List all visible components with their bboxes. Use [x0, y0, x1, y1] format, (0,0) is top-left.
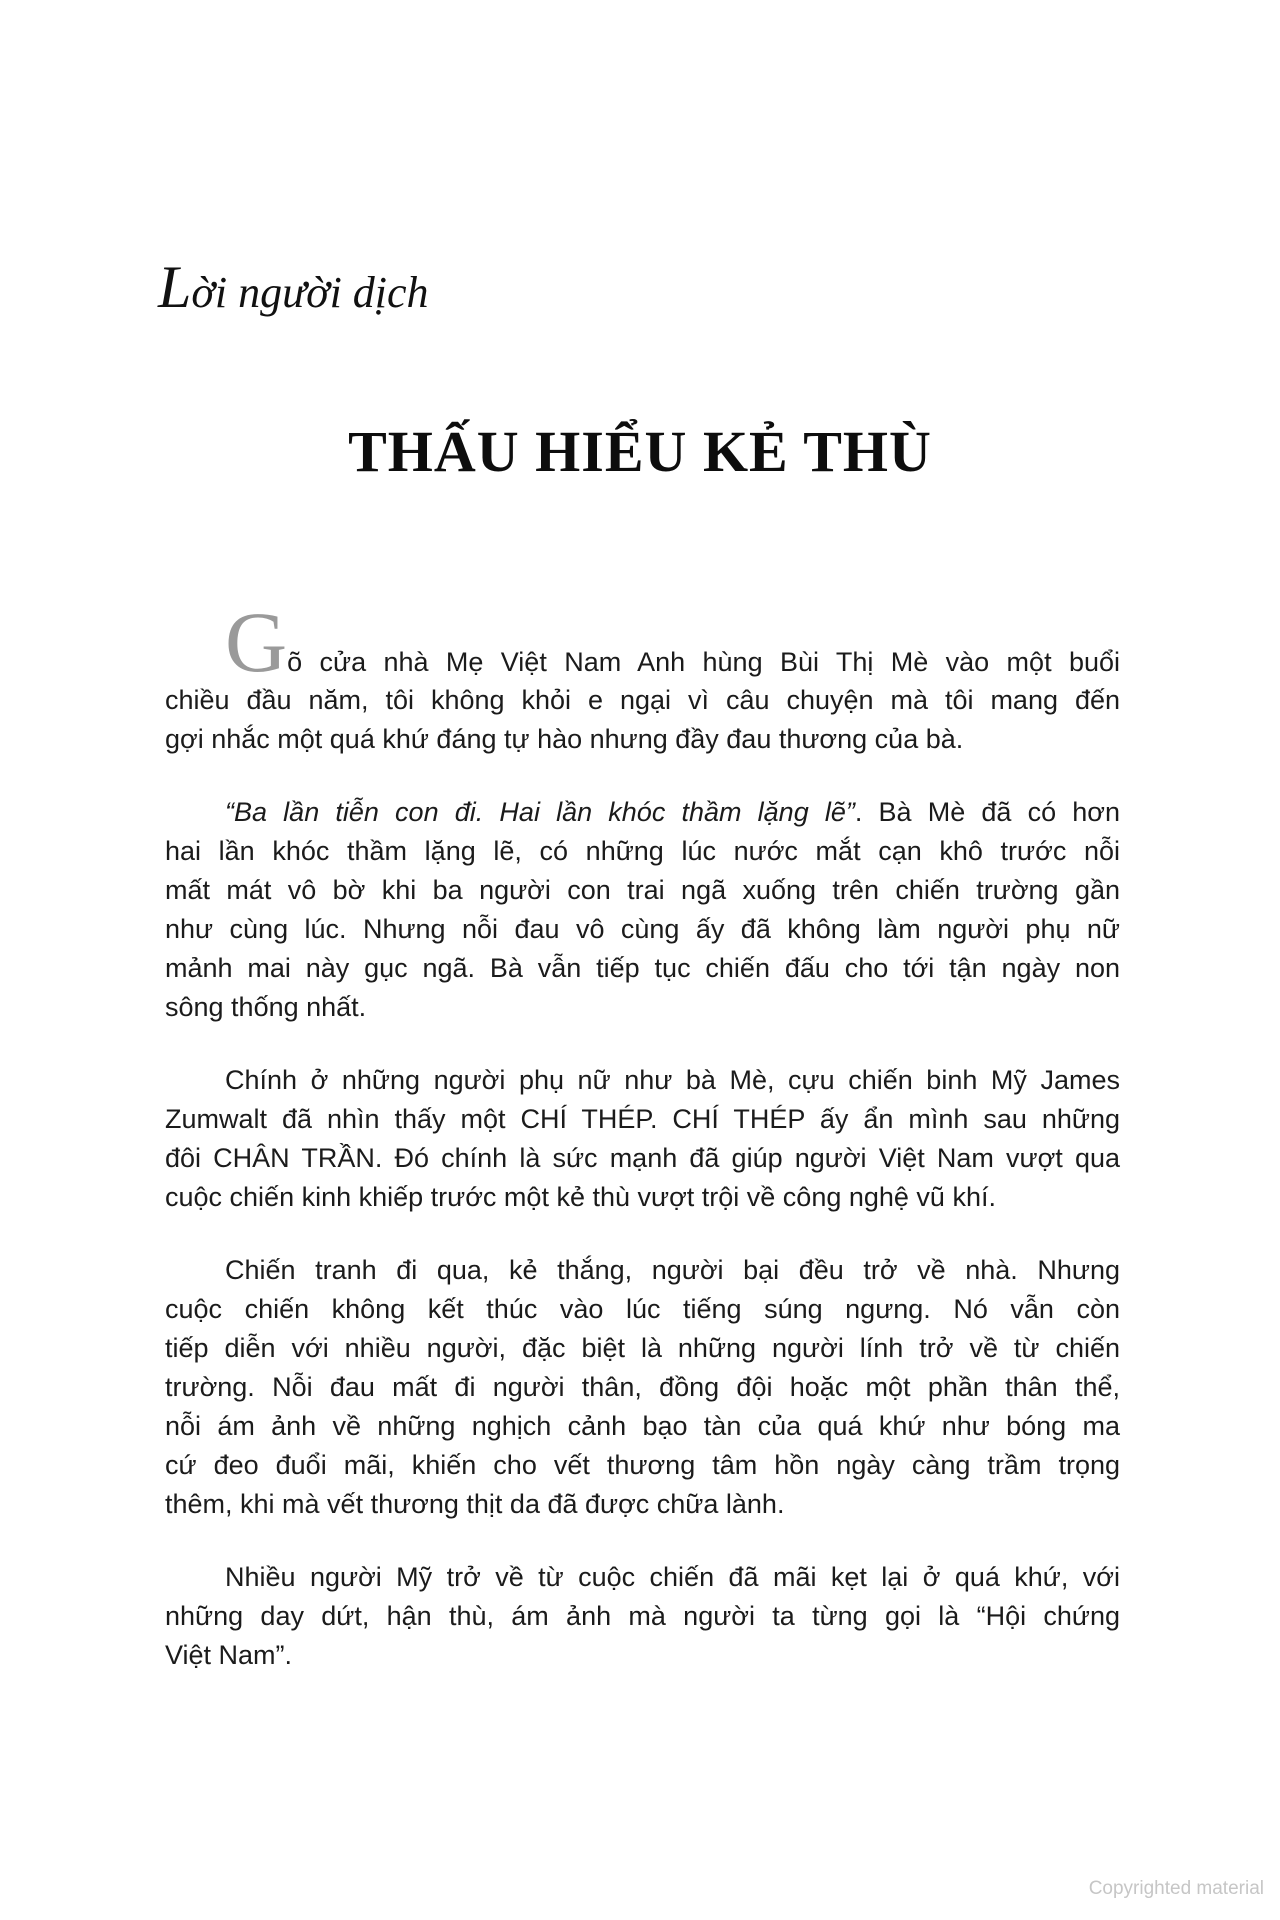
text-line	[165, 1329, 1120, 1368]
text-line	[165, 1368, 1120, 1407]
paragraph	[165, 1558, 1120, 1675]
text-line	[165, 1597, 1120, 1636]
text-line	[165, 1446, 1120, 1485]
copyright-watermark: Copyrighted material	[1088, 1878, 1264, 1899]
text-segment: gợi nhắc một quá khứ đáng tự hào nhưng đầy đau thương của bà.	[165, 724, 964, 754]
text-segment: Nhiều người Mỹ trở về từ cuộc chiến đã mãi kẹt lại ở quá khứ, với	[225, 1562, 1120, 1592]
body-text	[165, 594, 1121, 1675]
paragraph	[165, 594, 1120, 759]
paragraph	[165, 1251, 1120, 1524]
text-segment: mất mát vô bờ khi ba người con trai ngã xuống trên chiến trường gần	[165, 875, 1120, 905]
text-line	[165, 832, 1120, 871]
text-line	[165, 1290, 1120, 1329]
text-segment: trường. Nỗi đau mất đi người thân, đồng đội hoặc một phần thân thể,	[165, 1372, 1120, 1402]
text-segment: đôi CHÂN TRẦN. Đó chính là sức mạnh đã giúp người Việt Nam vượt qua	[165, 1143, 1120, 1173]
text-segment: nỗi ám ảnh về những nghịch cảnh bạo tàn của quá khứ như bóng ma	[165, 1411, 1120, 1441]
text-segment: như cùng lúc. Nhưng nỗi đau vô cùng ấy đã không làm người phụ nữ	[165, 914, 1120, 944]
text-segment: Chính ở những người phụ nữ như bà Mè, cựu chiến binh Mỹ James	[225, 1065, 1120, 1095]
text-line	[165, 1100, 1120, 1139]
text-line	[165, 1139, 1120, 1178]
text-line	[165, 594, 1120, 690]
text-segment: “Ba lần tiễn con đi. Hai lần khóc thầm lặng lẽ”	[225, 797, 855, 827]
text-line	[165, 793, 1120, 832]
drop-cap: G	[225, 594, 288, 690]
text-segment: chiều đầu năm, tôi không khỏi e ngại vì câu chuyện mà tôi mang đến	[165, 685, 1120, 715]
text-segment: cuộc chiến không kết thúc vào lúc tiếng súng ngưng. Nó vẫn còn	[165, 1294, 1120, 1324]
text-segment: cuộc chiến kinh khiếp trước một kẻ thù vượt trội về công nghệ vũ khí.	[165, 1182, 996, 1212]
text-segment: sông thống nhất.	[165, 992, 367, 1022]
text-line	[165, 1558, 1120, 1597]
text-line	[165, 1251, 1120, 1290]
text-segment: Việt Nam”.	[165, 1640, 293, 1670]
text-line	[165, 681, 1120, 720]
text-line	[165, 1178, 1120, 1217]
text-line	[165, 988, 1120, 1027]
text-segment: những day dứt, hận thù, ám ảnh mà người ta từng gọi là “Hội chứng	[165, 1601, 1120, 1631]
paragraph	[165, 793, 1120, 1027]
text-segment: õ cửa nhà Mẹ Việt Nam Anh hùng Bùi Thị Mè vào một buổi	[287, 647, 1120, 677]
text-segment: mảnh mai này gục ngã. Bà vẫn tiếp tục chiến đấu cho tới tận ngày non	[165, 953, 1120, 983]
text-line	[165, 720, 1120, 759]
text-segment: Zumwalt đã nhìn thấy một CHÍ THÉP. CHÍ THÉP ấy ẩn mình sau những	[165, 1104, 1120, 1134]
text-segment: . Bà Mè đã có hơn	[854, 797, 1121, 827]
text-line	[165, 910, 1120, 949]
text-line	[165, 1407, 1120, 1446]
text-line	[165, 949, 1120, 988]
text-segment: cứ đeo đuổi mãi, khiến cho vết thương tâm hồn ngày càng trầm trọng	[165, 1450, 1120, 1480]
text-line	[165, 1636, 1120, 1675]
chapter-title: THẤU HIỂU KẺ THÙ	[348, 419, 932, 484]
paragraph	[165, 1061, 1120, 1217]
section-label: Lời người dịch	[158, 254, 429, 320]
text-segment: Chiến tranh đi qua, kẻ thắng, người bại đều trở về nhà. Nhưng	[225, 1255, 1120, 1285]
text-segment: hai lần khóc thầm lặng lẽ, có những lúc nước mắt cạn khô trước nỗi	[165, 836, 1120, 866]
text-segment: tiếp diễn với nhiều người, đặc biệt là những người lính trở về từ chiến	[165, 1333, 1120, 1363]
text-line	[165, 1485, 1120, 1524]
text-segment: thêm, khi mà vết thương thịt da đã được chữa lành.	[165, 1489, 785, 1519]
text-line	[165, 871, 1120, 910]
text-line	[165, 1061, 1120, 1100]
